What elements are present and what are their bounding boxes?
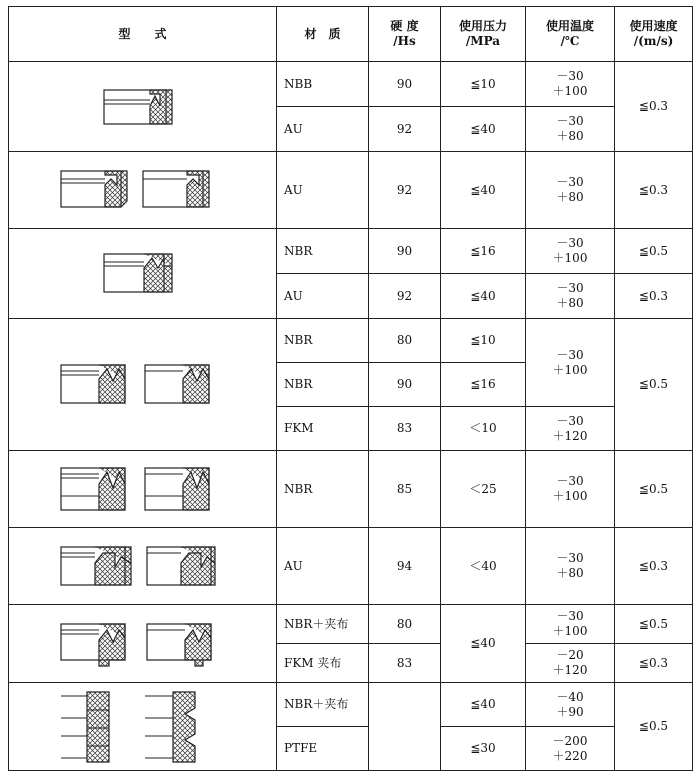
seal-diagram-cell: [9, 605, 277, 683]
pressure-cell: ＜40: [441, 528, 526, 605]
temperature-cell: －30 ＋100: [526, 229, 615, 274]
speed-cell: ≦0.3: [615, 528, 693, 605]
header-speed: 使用速度 /(m/s): [615, 7, 693, 62]
pressure-cell: ≦40: [441, 152, 526, 229]
lip-seal-pair-diagram: [55, 357, 230, 412]
material-cell: PTFE: [277, 727, 369, 771]
speed-cell: ≦0.5: [615, 605, 693, 644]
temperature-cell: －30 ＋80: [526, 274, 615, 319]
material-cell: NBR: [277, 319, 369, 363]
hardness-cell: 83: [369, 407, 441, 451]
speed-cell: ≦0.5: [615, 319, 693, 451]
speed-cell: ≦0.5: [615, 683, 693, 771]
material-cell: AU: [277, 152, 369, 229]
hardness-cell: [369, 683, 441, 771]
v-packing-stack-diagram: [55, 688, 230, 766]
header-hardness: 硬 度 /Hs: [369, 7, 441, 62]
header-material: 材 质: [277, 7, 369, 62]
material-cell: FKM: [277, 407, 369, 451]
hardness-cell: 83: [369, 644, 441, 683]
table-row: [9, 229, 693, 274]
pressure-cell: ≦40: [441, 683, 526, 727]
seal-diagram-cell: [9, 319, 277, 451]
speed-cell: ≦0.5: [615, 229, 693, 274]
temperature-cell: －30 ＋80: [526, 107, 615, 152]
hardness-cell: 80: [369, 605, 441, 644]
hardness-cell: 92: [369, 152, 441, 229]
table-row: [9, 152, 693, 229]
table-row: [9, 62, 693, 107]
speed-cell: ≦0.3: [615, 274, 693, 319]
pressure-cell: ≦30: [441, 727, 526, 771]
header-pressure: 使用压力 /MPa: [441, 7, 526, 62]
hardness-cell: 94: [369, 528, 441, 605]
temperature-cell: －20 ＋120: [526, 644, 615, 683]
pressure-cell: ≦16: [441, 229, 526, 274]
material-cell: NBR＋夹布: [277, 605, 369, 644]
pressure-cell: ≦10: [441, 62, 526, 107]
pressure-cell: ≦40: [441, 274, 526, 319]
speed-cell: ≦0.3: [615, 644, 693, 683]
temperature-cell: －30 ＋100: [526, 451, 615, 528]
header-temperature: 使用温度 /℃: [526, 7, 615, 62]
pressure-cell: ≦40: [441, 107, 526, 152]
material-cell: NBB: [277, 62, 369, 107]
material-cell: NBR＋夹布: [277, 683, 369, 727]
hardness-cell: 90: [369, 62, 441, 107]
temperature-cell: －30 ＋100: [526, 319, 615, 407]
u-seal-diagram: [98, 82, 188, 132]
rod-seal-pair-diagram: [55, 165, 230, 215]
pressure-cell: ≦40: [441, 605, 526, 683]
y-seal-diagram: [98, 246, 188, 301]
pressure-cell: ≦16: [441, 363, 526, 407]
temperature-cell: －30 ＋120: [526, 407, 615, 451]
table-row: [9, 683, 693, 727]
compact-seal-pair-diagram: [55, 539, 230, 594]
header-row: [9, 7, 693, 62]
material-cell: NBR: [277, 229, 369, 274]
hardness-cell: 85: [369, 451, 441, 528]
table-row: [9, 319, 693, 363]
temperature-cell: －30 ＋100: [526, 605, 615, 644]
table-row: [9, 528, 693, 605]
seal-diagram-cell: [9, 152, 277, 229]
temperature-cell: －30 ＋80: [526, 152, 615, 229]
speed-cell: ≦0.3: [615, 62, 693, 152]
material-cell: NBR: [277, 363, 369, 407]
speed-cell: ≦0.3: [615, 152, 693, 229]
material-cell: AU: [277, 274, 369, 319]
material-cell: AU: [277, 528, 369, 605]
hardness-cell: 90: [369, 363, 441, 407]
seal-diagram-cell: [9, 683, 277, 771]
pressure-cell: ≦10: [441, 319, 526, 363]
hardness-cell: 92: [369, 274, 441, 319]
seal-diagram-cell: [9, 528, 277, 605]
temperature-cell: －30 ＋100: [526, 62, 615, 107]
fabric-seal-pair-diagram: [55, 616, 230, 671]
hardness-cell: 92: [369, 107, 441, 152]
temperature-cell: －40 ＋90: [526, 683, 615, 727]
hardness-cell: 80: [369, 319, 441, 363]
seal-diagram-cell: [9, 229, 277, 319]
temperature-cell: －200 ＋220: [526, 727, 615, 771]
seal-diagram-cell: [9, 62, 277, 152]
header-type: 型 式: [9, 7, 277, 62]
temperature-cell: －30 ＋80: [526, 528, 615, 605]
material-cell: NBR: [277, 451, 369, 528]
pressure-cell: ＜10: [441, 407, 526, 451]
material-cell: FKM 夹布: [277, 644, 369, 683]
v-seal-pair-diagram: [55, 462, 230, 517]
speed-cell: ≦0.5: [615, 451, 693, 528]
seal-spec-table: [8, 6, 693, 771]
table-row: [9, 451, 693, 528]
table-row: [9, 605, 693, 644]
seal-diagram-cell: [9, 451, 277, 528]
material-cell: AU: [277, 107, 369, 152]
hardness-cell: 90: [369, 229, 441, 274]
pressure-cell: ＜25: [441, 451, 526, 528]
